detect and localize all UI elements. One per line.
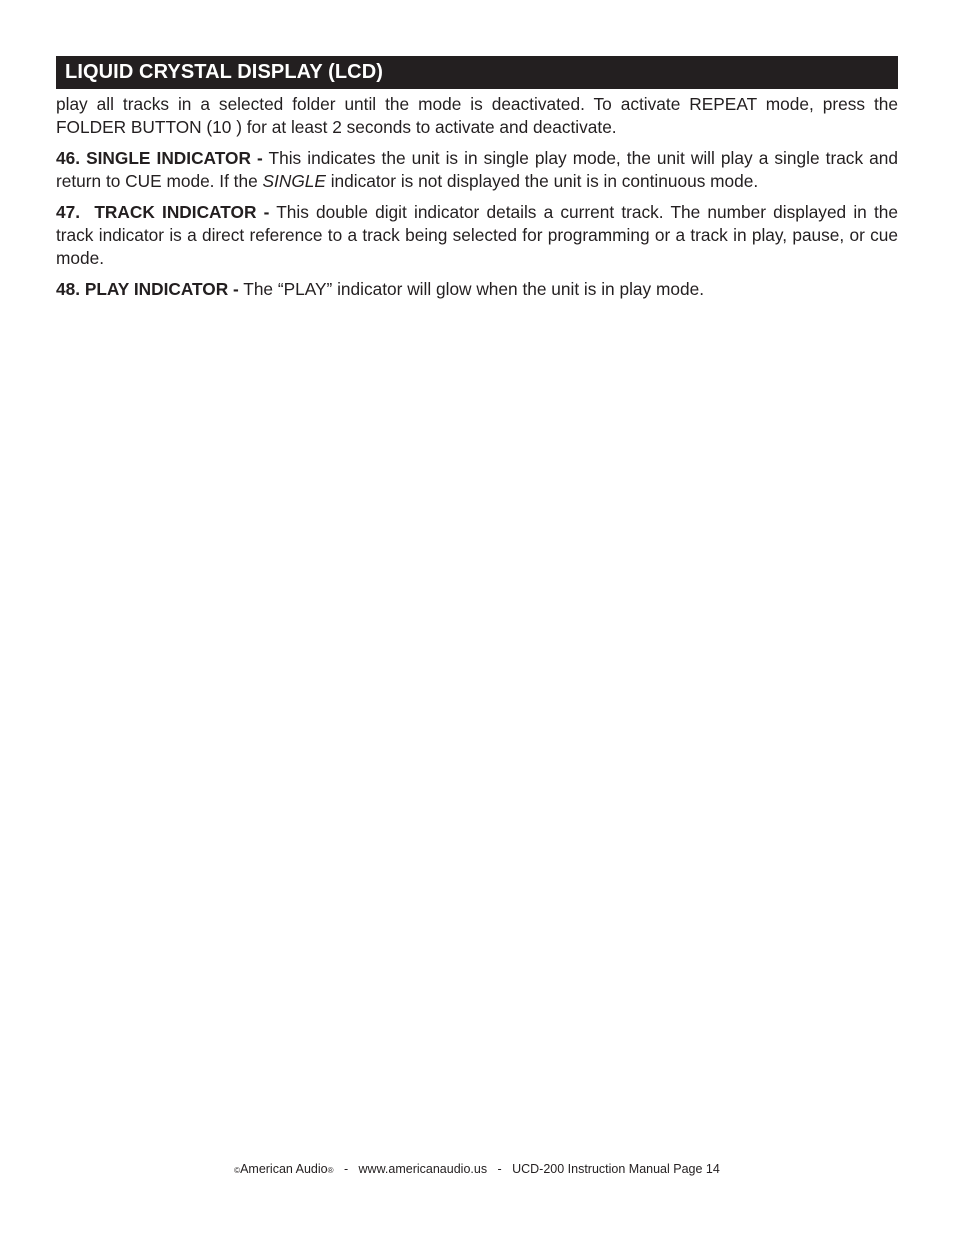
page-number: UCD-200 Instruction Manual Page 14: [512, 1162, 720, 1176]
paragraph-repeat-continued: [56, 93, 898, 139]
paragraph-track-indicator: [56, 201, 898, 270]
paragraph-play-indicator: [56, 278, 898, 301]
paragraph-text: play all tracks in a selected folder until the mode is deactivated. To activate REPEAT mode, press the FOLDER BUTTON (10 ) for at least 2 seconds to activate and deactivate.: [56, 94, 898, 137]
footer-separator: -: [487, 1162, 513, 1176]
paragraph-single-indicator: [56, 147, 898, 193]
paragraph-text: This double digit indicator details a current track. The number displayed in the track indicator is a direct reference to a track being selected for programming or a track in play, pause, or cue mode.: [56, 202, 898, 268]
item-label: 47. TRACK INDICATOR -: [56, 202, 270, 222]
page-footer: [0, 1162, 954, 1176]
website-link[interactable]: www.americanaudio.us: [358, 1162, 488, 1176]
item-label: 48. PLAY INDICATOR -: [56, 279, 239, 299]
section-header: [56, 56, 898, 89]
registered-symbol: ®: [327, 1166, 334, 1175]
manual-content: [56, 93, 898, 309]
item-label: 46. SINGLE INDICATOR -: [56, 148, 263, 168]
section-title: LIQUID CRYSTAL DISPLAY (LCD): [65, 61, 384, 83]
emphasis-text: SINGLE: [262, 171, 326, 191]
paragraph-text: The “PLAY” indicator will glow when the unit is in play mode.: [238, 279, 704, 299]
footer-separator: -: [333, 1162, 359, 1176]
paragraph-text: indicator is not displayed the unit is in continuous mode.: [325, 171, 759, 191]
brand-name: American Audio: [240, 1162, 328, 1176]
copyright-symbol: ©: [234, 1166, 241, 1175]
paragraph-text: This indicates the unit is in single play mode, the unit will play a single track and return to CUE mode. If the: [56, 148, 898, 191]
